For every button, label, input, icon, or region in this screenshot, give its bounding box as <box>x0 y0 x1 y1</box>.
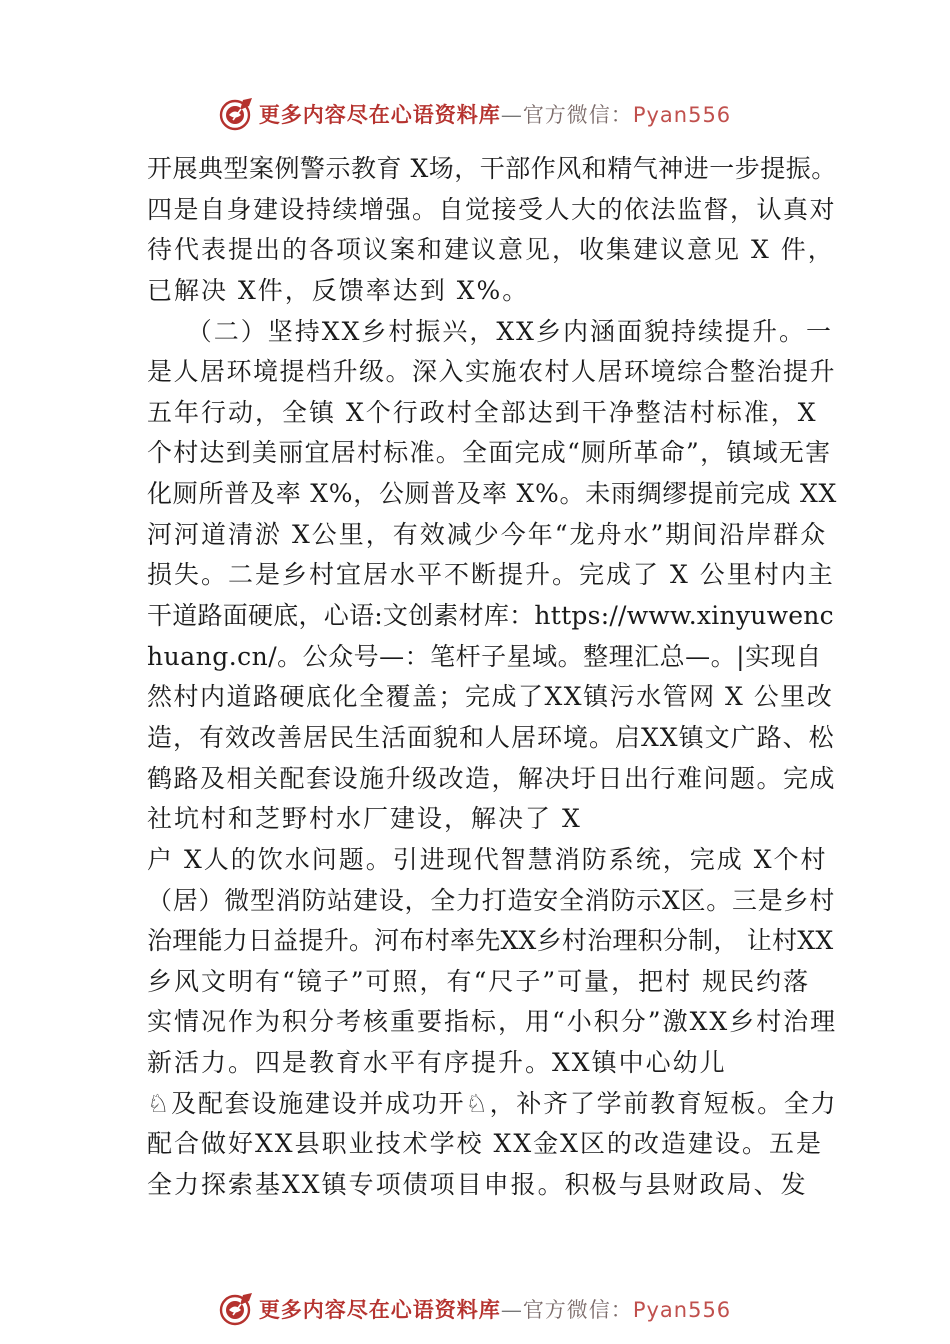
text-line: 治理能力日益提升。河布村率先XX乡村治理积分制， 让村XX <box>147 926 834 956</box>
header-banner <box>0 94 950 134</box>
text-line: 全力探索基XX镇专项债项目申报。积极与县财政局、发 <box>147 1170 808 1200</box>
text-line: 河河道清淤 X公里，有效减少今年“龙舟水”期间沿岸群众 <box>147 519 828 549</box>
footer-label: 官方微信： <box>522 1298 633 1322</box>
text-line: 干道路面硬底，心语:文创素材库：https://www.xinyuwenc <box>147 601 834 631</box>
footer-banner <box>0 1289 950 1329</box>
text-line: 造，有效改善居民生活面貌和人居环境。启XX镇文广路、松 <box>147 722 835 752</box>
text-line: 损失。二是乡村宜居水平不断提升。完成了 X 公里村内主 <box>147 560 835 590</box>
header-dash: — <box>500 103 523 127</box>
text-line: 是人居环境提档升级。深入实施农村人居环境综合整治提升 <box>147 357 837 387</box>
text-line: 化厕所普及率 X%，公厕普及率 X%。未雨绸缪提前完成 XX <box>147 479 838 509</box>
text-line: （居）微型消防站建设，全力打造安全消防示X区。三是乡村 <box>147 885 836 915</box>
text-line: 已解决 X件，反馈率达到 X%。 <box>147 275 530 305</box>
text-line: 然村内道路硬底化全覆盖；完成了XX镇污水管网 X 公里改 <box>147 682 834 712</box>
text-line: 新活力。四是教育水平有序提升。XX镇中心幼儿 <box>147 1048 727 1078</box>
text-line: 实情况作为积分考核重要指标，用“小积分”激XX乡村治理 <box>147 1007 838 1037</box>
header-label: 官方微信： <box>522 103 633 127</box>
footer-wechat-id: Pyan556 <box>632 1298 732 1322</box>
footer-text <box>259 1294 731 1324</box>
footer-site: 更多内容尽在心语资料库 <box>258 1297 501 1322</box>
header-text <box>259 99 731 129</box>
text-line: 开展典型案例警示教育 X场，干部作风和精气神进一步提振。 <box>147 154 837 183</box>
text-line: 社坑村和芝野村水厂建设，解决了 X <box>147 804 582 834</box>
text-line: 四是自身建设持续增强。自觉接受人大的依法监督，认真对 <box>147 194 837 224</box>
text-line: 待代表提出的各项议案和建议意见，收集建议意见 X 件， <box>147 235 835 265</box>
header-wechat-id: Pyan556 <box>632 103 732 127</box>
text-line: 鹤路及相关配套设施升级改造，解决圩日出行难问题。完成 <box>147 763 837 793</box>
xinyu-logo-icon <box>219 1291 255 1327</box>
text-line: （二）坚持XX乡村振兴，XX乡内涵面貌持续提升。一 <box>147 316 833 346</box>
xinyu-logo-icon <box>219 96 255 132</box>
text-line: 户 X人的饮水问题。引进现代智慧消防系统，完成 X个村 <box>147 844 828 874</box>
text-line: 五年行动，全镇 X个行政村全部达到干净整洁村标准，X <box>147 397 818 427</box>
body-text <box>147 149 837 1206</box>
text-line: ♘及配套设施建设并成功开♘，补齐了学前教育短板。全力 <box>147 1088 838 1118</box>
text-line: huang.cn/。公众号—：笔杆子星域。整理汇总—。|实现自 <box>147 641 822 671</box>
footer-dash: — <box>500 1298 523 1322</box>
text-line: 配合做好XX县职业技术学校 XX金X区的改造建设。五是 <box>147 1129 823 1159</box>
header-site: 更多内容尽在心语资料库 <box>258 102 501 127</box>
text-line: 乡风文明有“镜子”可照，有“尺子”可量，把村 规民约落 <box>147 966 811 996</box>
text-line: 个村达到美丽宜居村标准。全面完成“厕所革命”，镇域无害 <box>147 438 832 468</box>
